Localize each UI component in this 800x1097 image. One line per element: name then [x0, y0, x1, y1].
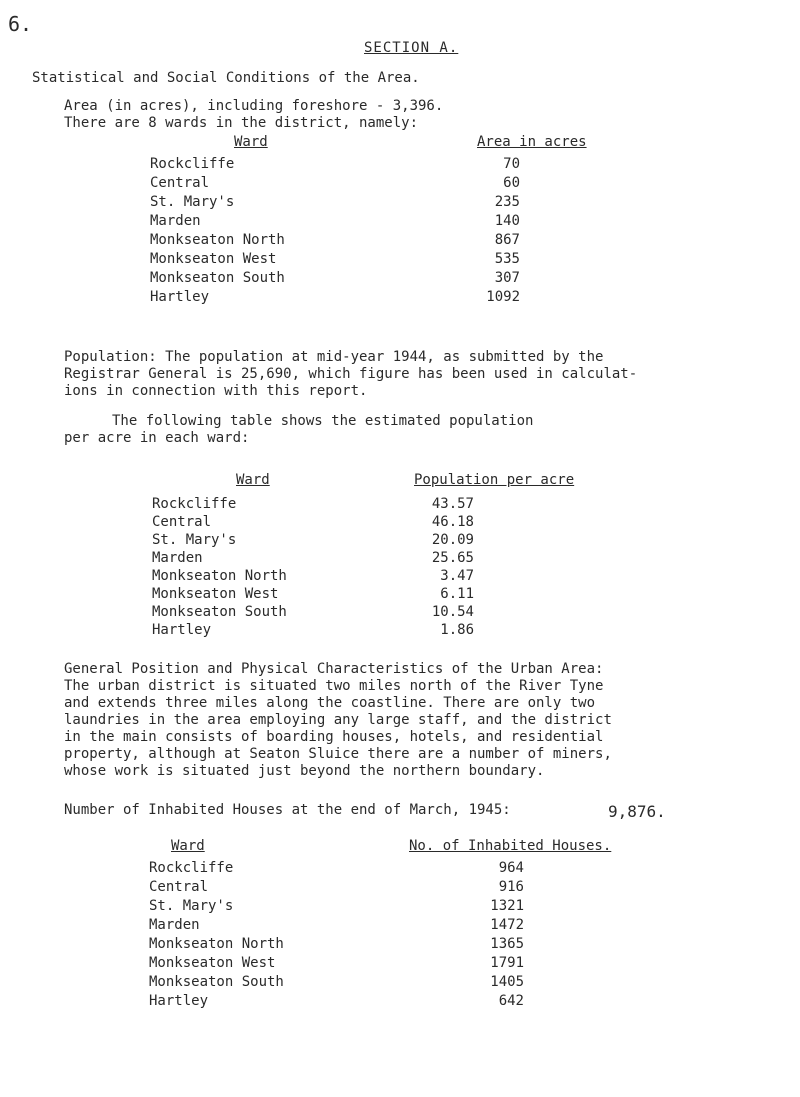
- ward-density: 20.09: [431, 532, 474, 548]
- ward-name: Marden: [150, 213, 201, 229]
- table-row: [150, 175, 610, 192]
- general-line: The urban district is situated two miles north of the River Tyne: [64, 678, 604, 694]
- population-line: ions in connection with this report.: [64, 383, 368, 399]
- ward-area: 307: [494, 270, 520, 286]
- ward-name: Monkseaton West: [149, 955, 276, 971]
- density-table-header-ward: Ward: [236, 472, 270, 488]
- ward-density: 25.65: [431, 550, 474, 566]
- ward-area: 60: [503, 175, 520, 191]
- ward-name: Rockcliffe: [149, 860, 234, 876]
- houses-table-header-ward: Ward: [171, 838, 205, 854]
- ward-name: Marden: [149, 917, 200, 933]
- ward-name: Rockcliffe: [152, 496, 237, 512]
- ward-density: 6.11: [440, 586, 474, 602]
- ward-name: Monkseaton South: [152, 604, 287, 620]
- document-subtitle: Statistical and Social Conditions of the Area.: [32, 70, 420, 86]
- houses-total: 9,876.: [608, 802, 666, 821]
- page-number: 6.: [8, 12, 33, 36]
- ward-name: St. Mary's: [152, 532, 237, 548]
- ward-name: Monkseaton North: [149, 936, 284, 952]
- ward-density: 1.86: [440, 622, 474, 638]
- ward-houses: 964: [498, 860, 524, 876]
- table-row: [149, 860, 669, 877]
- ward-density: 10.54: [431, 604, 474, 620]
- ward-density: 43.57: [431, 496, 474, 512]
- population-line: Registrar General is 25,690, which figure has been used in calculat-: [64, 366, 638, 382]
- ward-name: Monkseaton South: [150, 270, 285, 286]
- area-intro-line: Area (in acres), including foreshore - 3,396.: [64, 98, 444, 114]
- ward-density: 46.18: [431, 514, 474, 530]
- general-line: property, although at Seaton Sluice there are a number of miners,: [64, 746, 612, 762]
- ward-name: Monkseaton West: [152, 586, 279, 602]
- table-row: [152, 532, 622, 549]
- table-row: [149, 993, 669, 1010]
- table-row: [152, 514, 622, 531]
- ward-area: 535: [494, 251, 520, 267]
- ward-name: Central: [150, 175, 210, 191]
- houses-heading: Number of Inhabited Houses at the end of March, 1945:: [64, 802, 511, 818]
- ward-houses: 1472: [490, 917, 524, 933]
- table-row: [149, 974, 669, 991]
- table-row: [150, 289, 610, 306]
- ward-area: 70: [503, 156, 520, 172]
- ward-area: 1092: [486, 289, 520, 305]
- ward-name: St. Mary's: [149, 898, 234, 914]
- general-line: General Position and Physical Characteristics of the Urban Area:: [64, 661, 604, 677]
- ward-houses: 1405: [490, 974, 524, 990]
- table-row: [152, 568, 622, 585]
- density-intro-line: per acre in each ward:: [64, 430, 250, 446]
- table-row: [150, 232, 610, 249]
- ward-name: Rockcliffe: [150, 156, 235, 172]
- general-line: in the main consists of boarding houses, hotels, and residential: [64, 729, 604, 745]
- table-row: [149, 898, 669, 915]
- general-line: laundries in the area employing any large staff, and the district: [64, 712, 612, 728]
- general-line: whose work is situated just beyond the northern boundary.: [64, 763, 545, 779]
- table-row: [149, 879, 669, 896]
- area-intro: [64, 98, 754, 132]
- ward-area: 140: [494, 213, 520, 229]
- ward-name: Monkseaton West: [150, 251, 277, 267]
- houses-table-header-houses: No. of Inhabited Houses.: [409, 838, 612, 854]
- table-row: [152, 622, 622, 639]
- table-row: [152, 586, 622, 603]
- table-row: [149, 917, 669, 934]
- ward-name: Monkseaton North: [152, 568, 287, 584]
- density-intro-line: The following table shows the estimated population: [112, 413, 534, 429]
- density-table-header-population: Population per acre: [414, 472, 575, 488]
- ward-area: 235: [494, 194, 520, 210]
- table-row: [152, 604, 622, 621]
- houses-table: [149, 838, 669, 1008]
- table-row: [152, 496, 622, 513]
- ward-name: Monkseaton North: [150, 232, 285, 248]
- area-table-header-area: Area in acres: [477, 134, 587, 150]
- ward-houses: 916: [498, 879, 524, 895]
- density-intro: [64, 413, 754, 447]
- ward-name: Hartley: [149, 993, 209, 1009]
- section-heading: SECTION A.: [364, 40, 459, 56]
- ward-name: Central: [152, 514, 212, 530]
- table-row: [152, 550, 622, 567]
- table-row: [149, 936, 669, 953]
- table-row: [150, 194, 610, 211]
- ward-name: Hartley: [152, 622, 212, 638]
- general-line: and extends three miles along the coastline. There are only two: [64, 695, 596, 711]
- ward-houses: 642: [498, 993, 524, 1009]
- ward-area: 867: [494, 232, 520, 248]
- ward-houses: 1365: [490, 936, 524, 952]
- density-table: [152, 472, 622, 644]
- general-paragraph: [64, 661, 754, 780]
- ward-name: Central: [149, 879, 209, 895]
- ward-name: Monkseaton South: [149, 974, 284, 990]
- ward-name: St. Mary's: [150, 194, 235, 210]
- ward-density: 3.47: [440, 568, 474, 584]
- area-intro-line: There are 8 wards in the district, namely:: [64, 115, 419, 131]
- table-row: [150, 213, 610, 230]
- ward-houses: 1791: [490, 955, 524, 971]
- table-row: [149, 955, 669, 972]
- area-table: [150, 134, 610, 304]
- population-line: Population: The population at mid-year 1944, as submitted by the: [64, 349, 604, 365]
- table-row: [150, 156, 610, 173]
- ward-name: Marden: [152, 550, 203, 566]
- population-paragraph: [64, 349, 754, 400]
- table-row: [150, 270, 610, 287]
- table-row: [150, 251, 610, 268]
- area-table-header-ward: Ward: [234, 134, 268, 150]
- ward-houses: 1321: [490, 898, 524, 914]
- ward-name: Hartley: [150, 289, 210, 305]
